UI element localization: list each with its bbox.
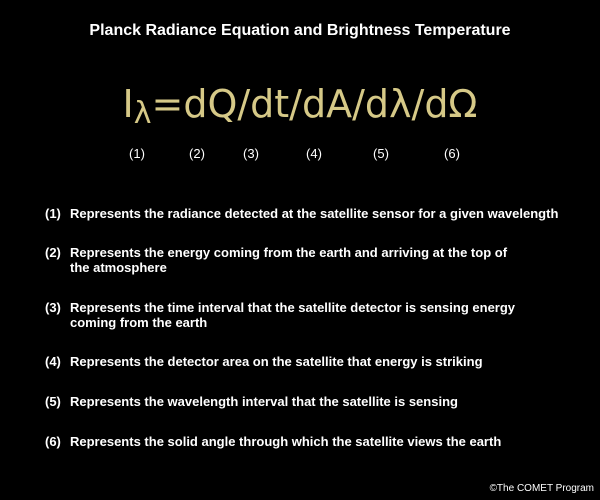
definition-item (45, 206, 575, 221)
definition-number: (3) (45, 300, 61, 315)
equation-intensity-subscript: λ (133, 96, 152, 131)
term-label-5: (5) (373, 146, 389, 161)
term-label-2: (2) (189, 146, 205, 161)
definition-number: (2) (45, 245, 61, 260)
definition-item (45, 434, 575, 449)
definition-number: (6) (45, 434, 61, 449)
term-label-3: (3) (243, 146, 259, 161)
planck-equation (0, 82, 600, 131)
term-label-6: (6) (444, 146, 460, 161)
definition-item (45, 394, 575, 409)
definition-text: Represents the detector area on the satellite that energy is striking (70, 354, 483, 369)
equation-intensity: I (122, 82, 134, 126)
definition-item (45, 300, 575, 330)
term-label-1: (1) (129, 146, 145, 161)
definition-item (45, 354, 575, 369)
definition-text: Represents the radiance detected at the satellite sensor for a given wavelength (70, 206, 559, 221)
term-label-4: (4) (306, 146, 322, 161)
definition-text: Represents the energy coming from the earth and arriving at the top of the atmosphere (70, 245, 508, 275)
copyright-notice: ©The COMET Program (489, 483, 594, 494)
definition-text: Represents the wavelength interval that the satellite is sensing (70, 394, 458, 409)
definition-number: (4) (45, 354, 61, 369)
definition-text: Represents the time interval that the satellite detector is sensing energy coming from the earth (70, 300, 516, 330)
definition-number: (1) (45, 206, 61, 221)
equation-rhs: =dQ/dt/dA/dλ/dΩ (151, 82, 478, 126)
definition-number: (5) (45, 394, 61, 409)
page-title: Planck Radiance Equation and Brightness Temperature (89, 22, 511, 39)
definition-text: Represents the solid angle through which the satellite views the earth (70, 434, 502, 449)
definition-item (45, 245, 575, 275)
